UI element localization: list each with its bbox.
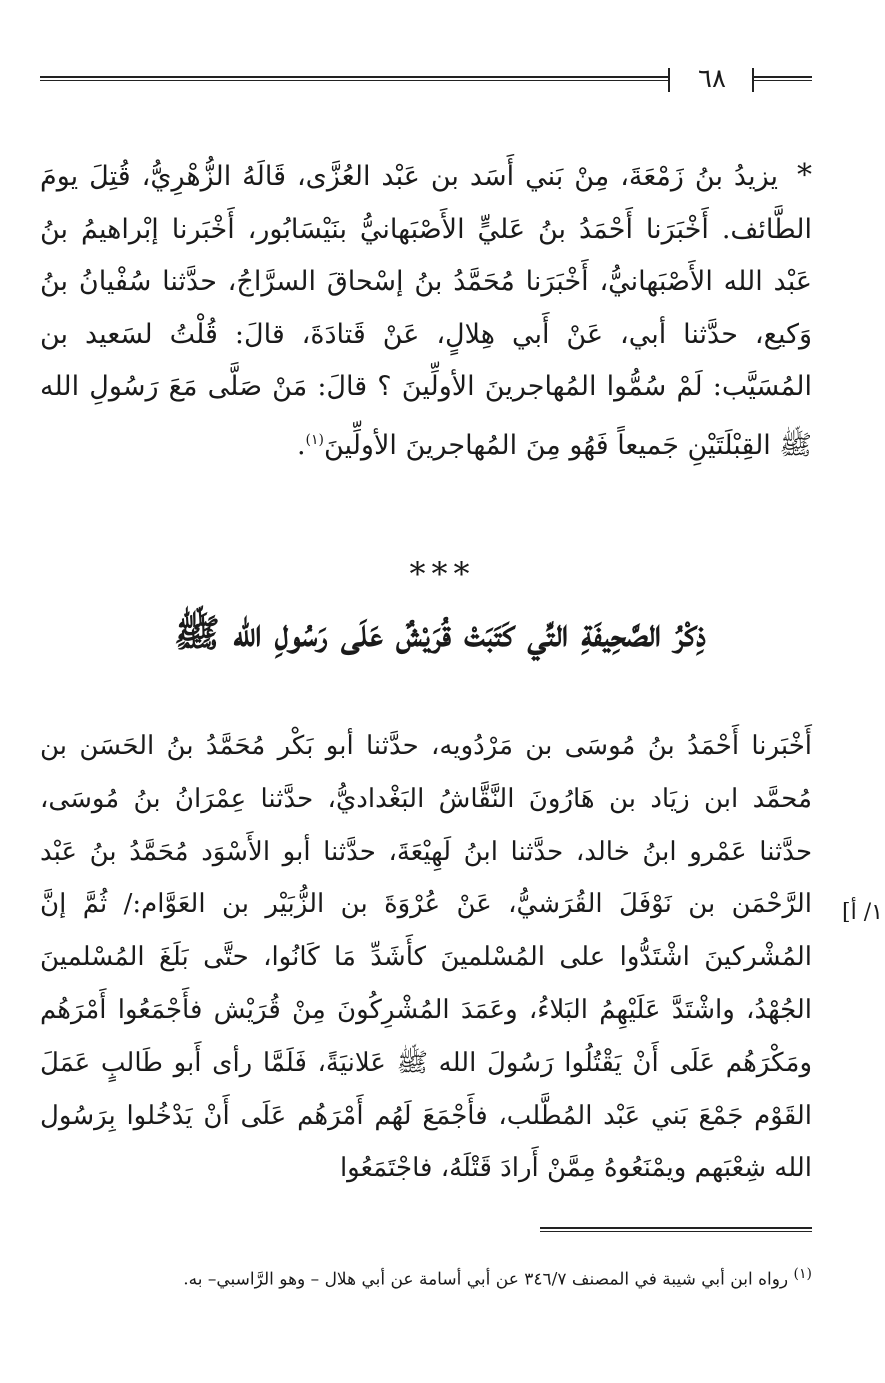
entry-line: أَخْبَرَنا أَحْمَدُ بنُ عَليٍّ الأَصْبَهانيُّ بنَيْسَابُور، أَخْبَرنا إبْراهيمُ بنُ عَبْد الله bbox=[40, 213, 812, 297]
body-paragraph bbox=[40, 720, 812, 1195]
footnote-reference: (١) bbox=[305, 431, 324, 448]
body-line: نَوْفَلَ القُرَشيُّ، عَنْ عُرْوَةَ بن الزُّبَيْر بن العَوَّام:/ ثُمَّ إنَّ المُشْركينَ اشْتَدُّوا على bbox=[40, 889, 812, 973]
section-title: ذِكْرُ الصَّحِيفَةِ التِّي كَتَبَتْ قُرَيْشٌ عَلَى رَسُولِ الله ﷺ bbox=[174, 610, 706, 655]
entry-line: الأَصْبَهانيُّ، أَخْبَرَنا مُحَمَّدُ بنُ إسْحاقَ السرَّاجُ، حدَّثنا سُفْيانُ بنُ وَكيع، حدَّثنا bbox=[40, 266, 812, 350]
entry-line: مِنَ المُهاجرينَ الأولِّينَ bbox=[324, 429, 561, 461]
body-line: ابنُ خالد، حدَّثنا ابنُ لَهِيْعَةَ، حدَّثنا أبو الأَسْوَد مُحَمَّدُ بنُ عَبْد الرَّحْمَن بن bbox=[40, 836, 813, 920]
body-line: ابن زيَاد بن هَارُونَ النَّقَّاشُ البَغْداديُّ، حدَّثنا عِمْرَانُ بنُ مُوسَى، حدَّثنا عَمْرو bbox=[40, 783, 813, 867]
body-line: أَخْبَرنا أَحْمَدُ بنُ مُوسَى بن مَرْدُويه، حدَّثنا أبو بَكْر مُحَمَّدُ بنُ الحَسَن بن مُحمَّد bbox=[40, 731, 812, 814]
footnote-marker: (١) bbox=[793, 1266, 812, 1282]
header-rule-right bbox=[752, 76, 812, 81]
entry-line: يزيدُ بنُ زَمْعَةَ، مِنْ بَني أَسَد بن عَبْد العُزَّى، قَالَهُ الزُّهْرِيُّ، قُتِلَ يومَ الطَّائف. bbox=[40, 161, 812, 245]
entry-bullet: * bbox=[797, 158, 812, 193]
manuscript-folio-note: ١/ أ] bbox=[842, 900, 883, 925]
entry-line: أبي، عَنْ أَبي هِلالٍ، عَنْ قَتادَةَ، قالَ: قُلْتُ لسَعيد بن المُسَيَّب: لَمْ سُمُّوا bbox=[40, 318, 812, 402]
header-rule-left bbox=[40, 76, 668, 81]
footnote-rule bbox=[540, 1227, 812, 1232]
entry-line: المُهاجرينَ الأولِّينَ ؟ قالَ: مَنْ صَلَّى مَعَ رَسُولِ الله ﷺ القِبْلَتَيْنِ جَميعاً فَهُو bbox=[40, 371, 812, 461]
body-line: عَلانيَةً، فَلَمَّا رأى أَبو طَالبٍ عَمَلَ القَوْم جَمْعَ بَني عَبْد المُطَّلب، فأَجْمَعَ لَهُم bbox=[40, 1047, 813, 1131]
body-line: المُشْرِكُونَ مِنْ قُرَيْش فأَجْمَعُوا أَمْرَهُم ومَكْرَهُم عَلَى أَنْ يَقْتُلُوا رَسُولَ الله ﷺ bbox=[40, 994, 812, 1078]
body-line: المُسْلمينَ كأَشَدِّ مَا كَانُوا، حتَّى بَلَغَ المُسْلمينَ الجُهْدُ، واشْتَدَّ عَلَيْهِمُ البَلاءُ، وعَمَدَ bbox=[40, 942, 813, 1025]
body-line: أَمْرَهُم عَلَى أَنْ يَدْخُلوا بِرَسُول الله شِعْبَهم ويمْنَعُوهُ مِمَّنْ أَرادَ قَتْلَهُ، فاجْتَمَعُوا bbox=[40, 1100, 812, 1184]
page-number: ٦٨ bbox=[698, 64, 726, 94]
section-separator: *** bbox=[409, 555, 476, 593]
entry-paragraph: * يزيدُ بنُ زَمْعَةَ، مِنْ بَني أَسَد بن عَبْد العُزَّى، قَالَهُ الزُّهْرِيُّ، قُتِلَ يومَ الطَّائف. أَخْبَرَنا أَحْمَدُ بنُ عَليٍّ الأَصْبَهانيُّ بنَيْسَابُور، أَخْبَرنا إبْراهيمُ بنُ عَبْد الله الأَصْبَهانيُّ، أَخْبَرَنا مُحَمَّدُ بنُ إسْحاقَ السرَّاجُ، حدَّثنا سُفْيانُ بنُ وَكيع، حدَّثنا أبي، عَنْ أَبي هِلالٍ، عَنْ قَتادَةَ، قالَ: قُلْتُ لسَعيد بن المُسَيَّب: لَمْ سُمُّوا المُهاجرينَ الأولِّينَ ؟ قالَ: مَنْ صَلَّى مَعَ رَسُولِ الله ﷺ القِبْلَتَيْنِ جَميعاً فَهُو مِنَ المُهاجرينَ الأولِّينَ$^{(١)}$. bbox=[40, 158, 812, 461]
footnote bbox=[40, 1266, 812, 1290]
page-header bbox=[40, 64, 812, 94]
header-divider-left bbox=[668, 68, 670, 92]
footnote-text: رواه ابن أبي شيبة في المصنف ٣٤٦/٧ عن أبي أسامة عن أبي هلال – وهو الرَّاسبي– به. bbox=[183, 1269, 789, 1290]
